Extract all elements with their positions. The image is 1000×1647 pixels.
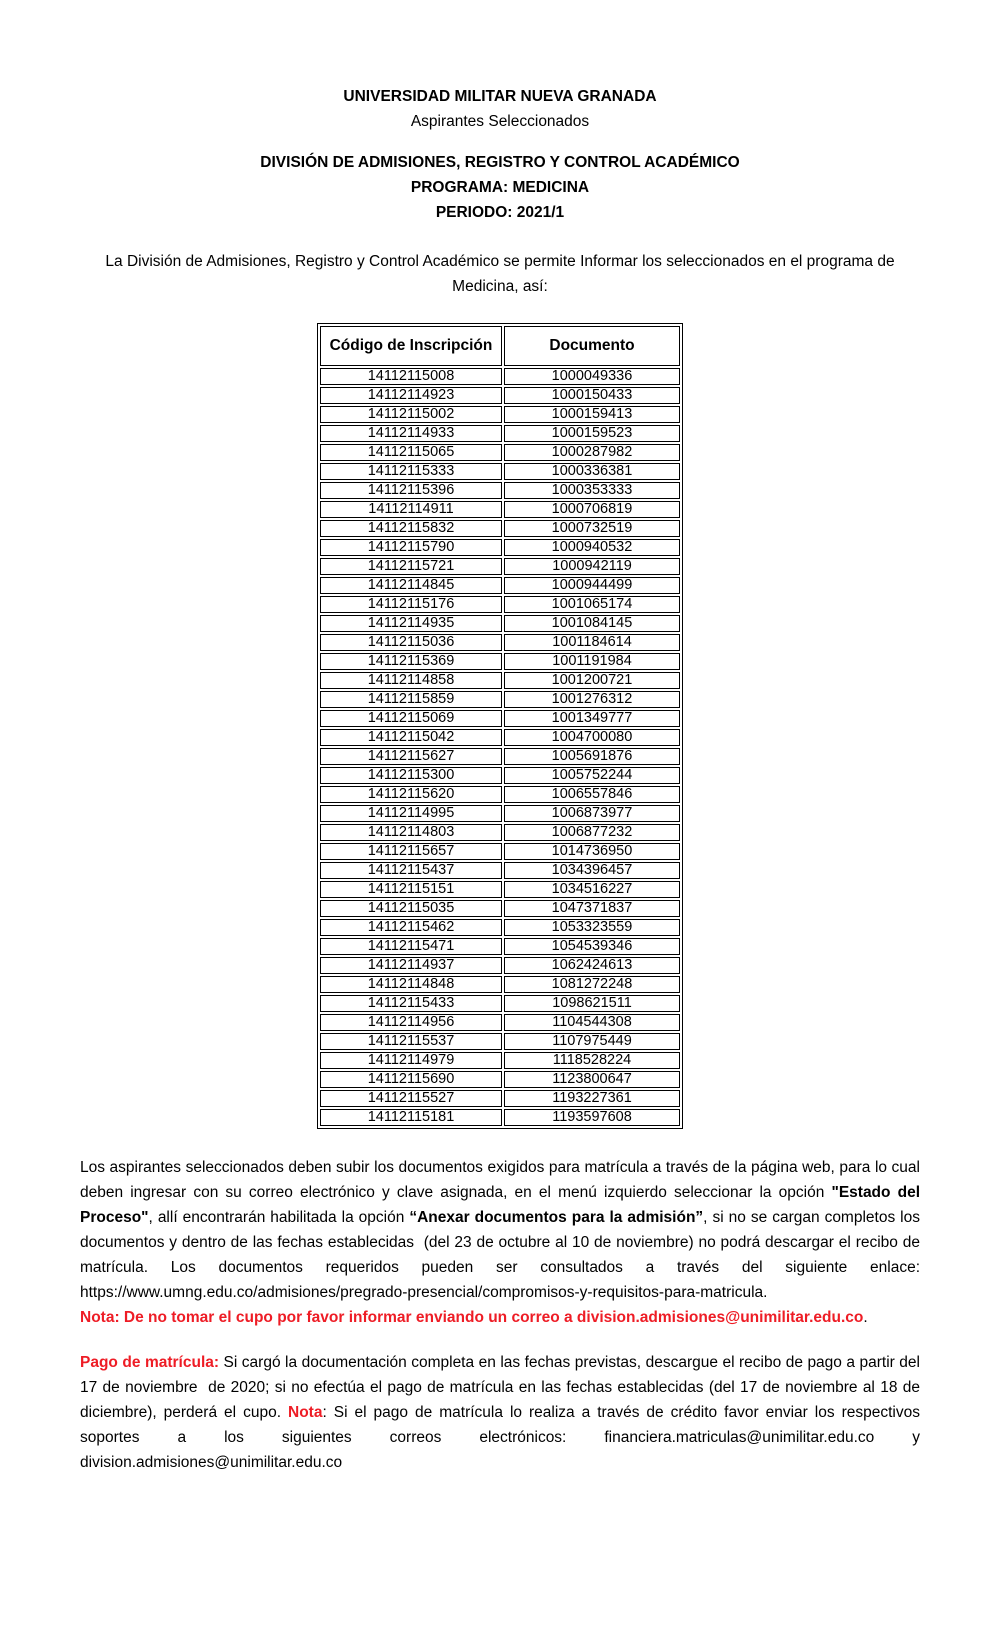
documento-cell: 1014736950 [504, 843, 680, 860]
codigo-cell: 14112114935 [320, 615, 502, 632]
documento-cell: 1001084145 [504, 615, 680, 632]
codigo-cell: 14112115008 [320, 368, 502, 385]
documento-cell: 1081272248 [504, 976, 680, 993]
codigo-cell: 14112115627 [320, 748, 502, 765]
table-row [320, 1052, 680, 1069]
codigo-cell: 14112115859 [320, 691, 502, 708]
table-row [320, 653, 680, 670]
codigo-cell: 14112114803 [320, 824, 502, 841]
codigo-cell: 14112115333 [320, 463, 502, 480]
table-row [320, 862, 680, 879]
documento-cell: 1118528224 [504, 1052, 680, 1069]
documento-cell: 1034516227 [504, 881, 680, 898]
table-row [320, 1033, 680, 1050]
documento-cell: 1054539346 [504, 938, 680, 955]
codigo-cell: 14112115471 [320, 938, 502, 955]
codigo-cell: 14112114995 [320, 805, 502, 822]
table-row [320, 995, 680, 1012]
documento-cell: 1107975449 [504, 1033, 680, 1050]
documento-cell: 1006877232 [504, 824, 680, 841]
instructions-text-3: , si no se cargan completos los documentos y dentro de las fechas establecidas (del 23 de octubre al 10 de noviembre) no podrá descargar el recibo de matrícula. Los documentos requeridos pueden ser consultados a través del siguiente enlace: https://www.umng.edu.co/admisiones/pregrado-presencial/compromisos-y-requisitos-para-matricula. [80, 1209, 920, 1301]
codigo-cell: 14112114848 [320, 976, 502, 993]
table-row [320, 748, 680, 765]
documento-cell: 1006557846 [504, 786, 680, 803]
nota-end-period: . [863, 1309, 868, 1326]
table-row [320, 824, 680, 841]
table-row [320, 710, 680, 727]
codigo-cell: 14112115832 [320, 520, 502, 537]
pago-text-1: Si cargó la documentación completa en las fechas previstas, descargue el recibo de pago a partir del 17 de noviembre de 2020; si no efectúa el pago de matrícula en las fechas establecidas (del 17 de noviembre al 18 de diciembre), perderá el cupo. [80, 1354, 920, 1421]
documento-cell: 1000159523 [504, 425, 680, 442]
table-row [320, 938, 680, 955]
documento-cell: 1098621511 [504, 995, 680, 1012]
table-row [320, 615, 680, 632]
codigo-cell: 14112115176 [320, 596, 502, 613]
documento-cell: 1000706819 [504, 501, 680, 518]
table-row [320, 539, 680, 556]
table-row [320, 976, 680, 993]
documento-cell: 1001200721 [504, 672, 680, 689]
table-row [320, 577, 680, 594]
table-row [320, 786, 680, 803]
anexar-documentos-bold: “Anexar documentos para la admisión” [409, 1209, 704, 1226]
documento-cell: 1001349777 [504, 710, 680, 727]
codigo-cell: 14112115300 [320, 767, 502, 784]
period-title: PERIODO: 2021/1 [435, 204, 565, 221]
documento-cell: 1001184614 [504, 634, 680, 651]
table-row [320, 1090, 680, 1107]
table-row [320, 558, 680, 575]
documento-cell: 1000944499 [504, 577, 680, 594]
table-row [320, 596, 680, 613]
nota-red-text: Nota: De no tomar el cupo por favor informar enviando un correo a division.admisiones@unimilitar.edu.co [80, 1309, 864, 1326]
codigo-cell: 14112114956 [320, 1014, 502, 1031]
estado-del-proceso-bold: "Estado del Proceso" [80, 1184, 921, 1226]
spacer [80, 134, 920, 150]
documento-cell: 1000353333 [504, 482, 680, 499]
table-row [320, 843, 680, 860]
documento-cell: 1006873977 [504, 805, 680, 822]
documento-cell: 1001191984 [504, 653, 680, 670]
table-row [320, 463, 680, 480]
codigo-cell: 14112115721 [320, 558, 502, 575]
intro-paragraph: La División de Admisiones, Registro y Control Académico se permite Informar los seleccionados en el programa de Medicina, así: [105, 253, 895, 295]
codigo-cell: 14112115181 [320, 1109, 502, 1126]
documento-cell: 1104544308 [504, 1014, 680, 1031]
division-title: DIVISIÓN DE ADMISIONES, REGISTRO Y CONTROL ACADÉMICO [260, 154, 740, 171]
codigo-cell: 14112114933 [320, 425, 502, 442]
codigo-cell: 14112115065 [320, 444, 502, 461]
pago-label-red: Pago de matrícula: [80, 1354, 220, 1371]
table-row [320, 919, 680, 936]
documento-cell: 1000287982 [504, 444, 680, 461]
documento-cell: 1000732519 [504, 520, 680, 537]
codigo-cell: 14112115036 [320, 634, 502, 651]
table-row [320, 881, 680, 898]
documento-cell: 1004700080 [504, 729, 680, 746]
codigo-cell: 14112115537 [320, 1033, 502, 1050]
column-header-documento: Documento [504, 326, 680, 366]
codigo-cell: 14112114937 [320, 957, 502, 974]
table-row [320, 634, 680, 651]
university-title: UNIVERSIDAD MILITAR NUEVA GRANADA [343, 88, 657, 105]
codigo-cell: 14112115620 [320, 786, 502, 803]
documento-cell: 1000159413 [504, 406, 680, 423]
table-row [320, 482, 680, 499]
documento-cell: 1000942119 [504, 558, 680, 575]
documento-cell: 1000940532 [504, 539, 680, 556]
documento-cell: 1005752244 [504, 767, 680, 784]
documento-cell: 1034396457 [504, 862, 680, 879]
instructions-text-2: , allí encontrarán habilitada la opción [148, 1209, 410, 1226]
codigo-cell: 14112114979 [320, 1052, 502, 1069]
codigo-cell: 14112115790 [320, 539, 502, 556]
documento-cell: 1001065174 [504, 596, 680, 613]
table-row [320, 957, 680, 974]
codigo-cell: 14112115657 [320, 843, 502, 860]
table-row [320, 805, 680, 822]
documento-cell: 1193227361 [504, 1090, 680, 1107]
table-row [320, 406, 680, 423]
table-row [320, 672, 680, 689]
table-row [320, 1014, 680, 1031]
codigo-cell: 14112115433 [320, 995, 502, 1012]
applicants-table [317, 323, 683, 1129]
table-row [320, 368, 680, 385]
codigo-cell: 14112114923 [320, 387, 502, 404]
codigo-cell: 14112115042 [320, 729, 502, 746]
column-header-codigo: Código de Inscripción [320, 326, 502, 366]
pago-text-2: : Si el pago de matrícula lo realiza a través de crédito favor enviar los respectivos soportes a los siguientes correos electrónicos: financiera.matriculas@unimilitar.edu.co y division.admisiones@unimilitar.edu.co [80, 1404, 920, 1471]
codigo-cell: 14112115035 [320, 900, 502, 917]
table-row [320, 387, 680, 404]
table-row [320, 520, 680, 537]
documento-cell: 1000150433 [504, 387, 680, 404]
codigo-cell: 14112115002 [320, 406, 502, 423]
documento-cell: 1001276312 [504, 691, 680, 708]
codigo-cell: 14112114858 [320, 672, 502, 689]
program-title: PROGRAMA: MEDICINA [410, 179, 590, 196]
table-row [320, 425, 680, 442]
documento-cell: 1000336381 [504, 463, 680, 480]
table-row [320, 691, 680, 708]
table-row [320, 501, 680, 518]
documento-cell: 1047371837 [504, 900, 680, 917]
codigo-cell: 14112114911 [320, 501, 502, 518]
codigo-cell: 14112115369 [320, 653, 502, 670]
table-row [320, 729, 680, 746]
table-row [320, 1109, 680, 1126]
codigo-cell: 14112115151 [320, 881, 502, 898]
codigo-cell: 14112115437 [320, 862, 502, 879]
table-row [320, 900, 680, 917]
table-header-row [320, 326, 680, 366]
codigo-cell: 14112115462 [320, 919, 502, 936]
codigo-cell: 14112114845 [320, 577, 502, 594]
documento-cell: 1123800647 [504, 1071, 680, 1088]
documento-cell: 1005691876 [504, 748, 680, 765]
table-row [320, 1071, 680, 1088]
instructions-paragraph [80, 1155, 920, 1305]
instructions-text-1: Los aspirantes seleccionados deben subir los documentos exigidos para matrícula a través de la página web, para lo cual deben ingresar con su correo electrónico y clave asignada, en el menú izquierdo seleccionar la opción [80, 1159, 920, 1201]
applicants-tbody [320, 368, 680, 1126]
codigo-cell: 14112115690 [320, 1071, 502, 1088]
pago-nota-red: Nota [288, 1404, 323, 1421]
codigo-cell: 14112115527 [320, 1090, 502, 1107]
table-row [320, 767, 680, 784]
documento-cell: 1062424613 [504, 957, 680, 974]
codigo-cell: 14112115069 [320, 710, 502, 727]
documento-cell: 1193597608 [504, 1109, 680, 1126]
documento-cell: 1053323559 [504, 919, 680, 936]
codigo-cell: 14112115396 [320, 482, 502, 499]
pago-paragraph [80, 1350, 920, 1475]
nota-paragraph [80, 1305, 920, 1330]
document-subtitle: Aspirantes Seleccionados [410, 113, 590, 130]
documento-cell: 1000049336 [504, 368, 680, 385]
table-row [320, 444, 680, 461]
